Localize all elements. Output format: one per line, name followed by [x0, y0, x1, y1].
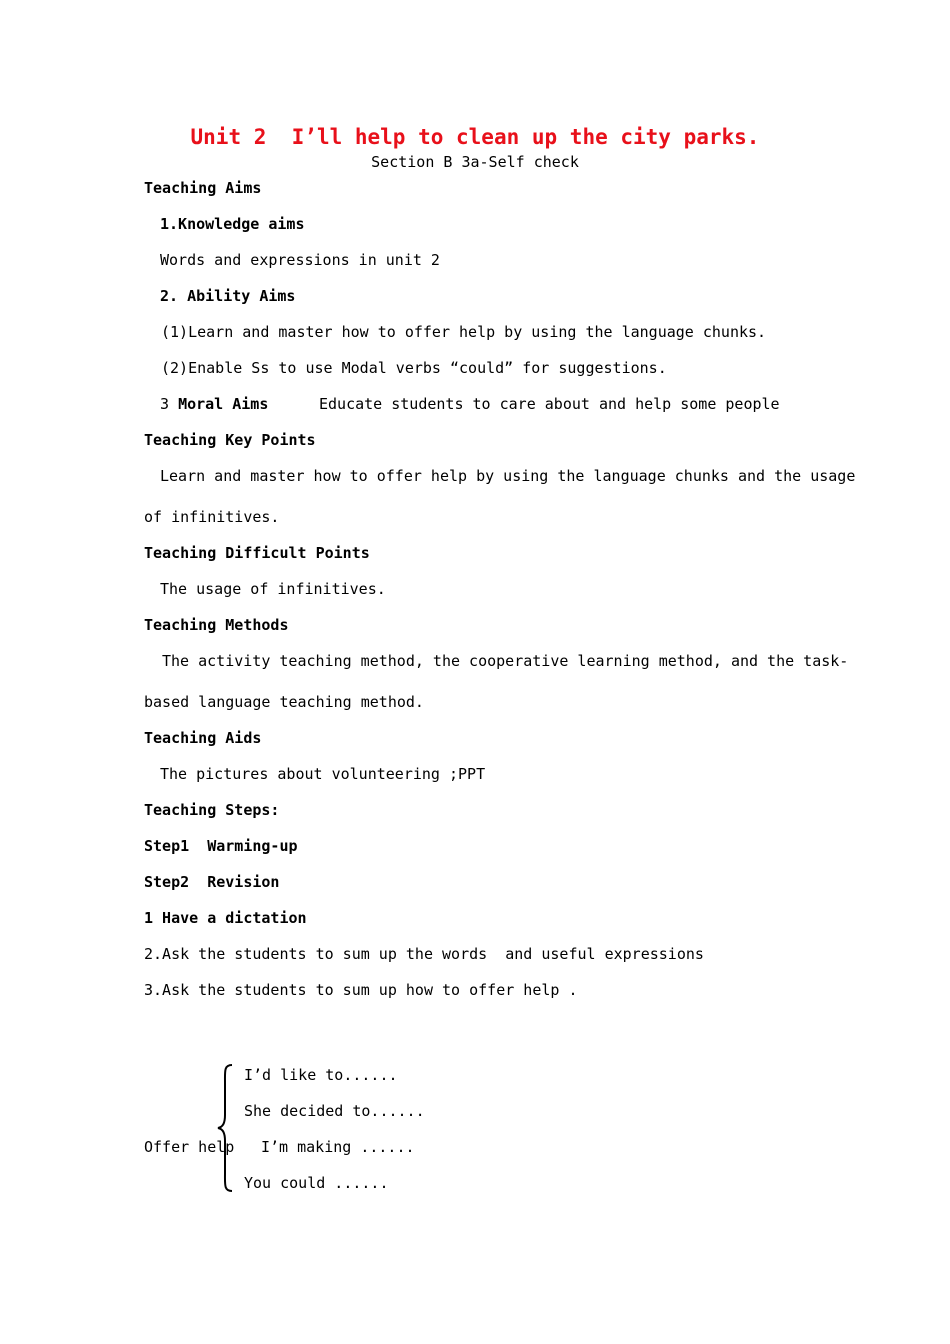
moral-aims-heading: Moral Aims [178, 395, 269, 413]
steps-heading: Teaching Steps: [144, 801, 280, 819]
ability-aims-heading: 2. Ability Aims [160, 287, 296, 305]
key-points-heading: Teaching Key Points [144, 431, 316, 449]
step-1: Step1 Warming-up [144, 837, 298, 855]
methods-heading: Teaching Methods [144, 616, 289, 634]
aids-heading: Teaching Aids [144, 729, 262, 747]
step-item-1: 1 Have a dictation [144, 909, 307, 927]
page-subtitle: Section B 3a-Self check [371, 153, 579, 171]
step-2: Step2 Revision [144, 873, 280, 891]
offer-help-item: I’d like to...... [244, 1066, 398, 1084]
difficult-points-text: The usage of infinitives. [160, 580, 386, 598]
page-title: Unit 2 I’ll help to clean up the city parks. [190, 125, 760, 149]
methods-text-line-2: based language teaching method. [144, 693, 424, 711]
knowledge-aims-heading: 1.Knowledge aims [160, 215, 305, 233]
step-item-3: 3.Ask the students to sum up how to offer help . [144, 981, 578, 999]
offer-help-item: She decided to...... [244, 1102, 425, 1120]
moral-aims-row [160, 395, 268, 413]
moral-aims-number: 3 [160, 395, 179, 413]
ability-aims-item-1: (1)Learn and master how to offer help by using the language chunks. [161, 323, 767, 341]
key-points-text-line-2: of infinitives. [144, 508, 280, 526]
offer-help-label: Offer help [144, 1138, 235, 1156]
teaching-aims-heading: Teaching Aims [144, 179, 262, 197]
moral-aims-text: Educate students to care about and help some people [319, 395, 780, 413]
difficult-points-heading: Teaching Difficult Points [144, 544, 370, 562]
offer-help-item: You could ...... [244, 1174, 389, 1192]
step-item-2: 2.Ask the students to sum up the words and useful expressions [144, 945, 704, 963]
curly-brace-icon [216, 1063, 236, 1193]
methods-text-line-1: The activity teaching method, the cooperative learning method, and the task- [162, 652, 849, 670]
ability-aims-item-2: (2)Enable Ss to use Modal verbs “could” for suggestions. [161, 359, 667, 377]
key-points-text-line-1: Learn and master how to offer help by using the language chunks and the usage [160, 467, 856, 485]
knowledge-aims-text: Words and expressions in unit 2 [160, 251, 440, 269]
offer-help-item: I’m making ...... [261, 1138, 415, 1156]
aids-text: The pictures about volunteering ;PPT [160, 765, 486, 783]
